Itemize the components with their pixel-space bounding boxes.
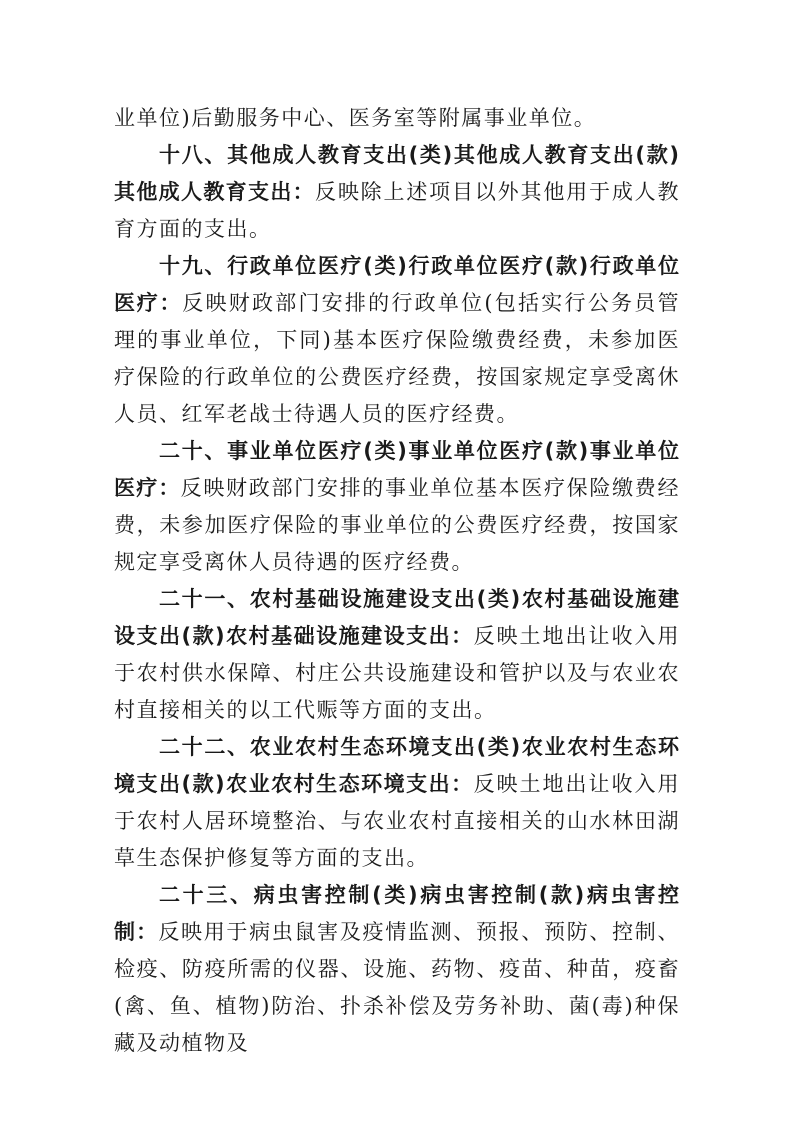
paragraph-heading: 二十一、农村基础设施建设支出(类)农村基础设施建设支出(款)农村基础设施建设支出：: [114, 587, 680, 648]
paragraph-item-22: [114, 729, 680, 877]
paragraph-continuation: [114, 100, 680, 137]
paragraph-body: 反映用于病虫鼠害及疫情监测、预报、预防、控制、检疫、防疫所需的仪器、设施、药物、疫苗、种苗，疫畜(禽、鱼、植物)防治、扑杀补偿及劳务补助、菌(毒)种保藏及动植物及: [114, 920, 680, 1055]
paragraph-body: 反映土地出让收入用于农村人居环境整治、与农业农村直接相关的山水林田湖草生态保护修复等方面的支出。: [114, 772, 680, 870]
paragraph-heading: 二十、事业单位医疗(类)事业单位医疗(款)事业单位医疗：: [114, 439, 680, 500]
paragraph-body: 反映土地出让收入用于农村供水保障、村庄公共设施建设和管护以及与农业农村直接相关的以工代赈等方面的支出。: [114, 624, 680, 722]
paragraph-item-23: [114, 877, 680, 1062]
paragraph-body: 反映财政部门安排的行政单位(包括实行公务员管理的事业单位，下同)基本医疗保险缴费经费，未参加医疗保险的行政单位的公费医疗经费，按国家规定享受离休人员、红军老战士待遇人员的医疗经费。: [114, 291, 680, 426]
paragraph-heading: 二十三、病虫害控制(类)病虫害控制(款)病虫害控制：: [114, 883, 680, 944]
paragraph-heading: 二十二、农业农村生态环境支出(类)农业农村生态环境支出(款)农业农村生态环境支出：: [114, 735, 680, 796]
paragraph-heading: 十九、行政单位医疗(类)行政单位医疗(款)行政单位医疗：: [114, 254, 680, 315]
paragraph-heading: 十八、其他成人教育支出(类)其他成人教育支出(款)其他成人教育支出：: [114, 143, 680, 204]
paragraph-item-21: [114, 581, 680, 729]
paragraph-item-18: [114, 137, 680, 248]
paragraph-body: 反映财政部门安排的事业单位基本医疗保险缴费经费，未参加医疗保险的事业单位的公费医疗经费，按国家规定享受离休人员待遇的医疗经费。: [114, 476, 680, 574]
document-body: [114, 100, 680, 1062]
paragraph-item-19: [114, 248, 680, 433]
paragraph-body: 业单位)后勤服务中心、医务室等附属事业单位。: [114, 106, 597, 130]
paragraph-item-20: [114, 433, 680, 581]
paragraph-body: 反映除上述项目以外其他用于成人教育方面的支出。: [114, 180, 680, 241]
